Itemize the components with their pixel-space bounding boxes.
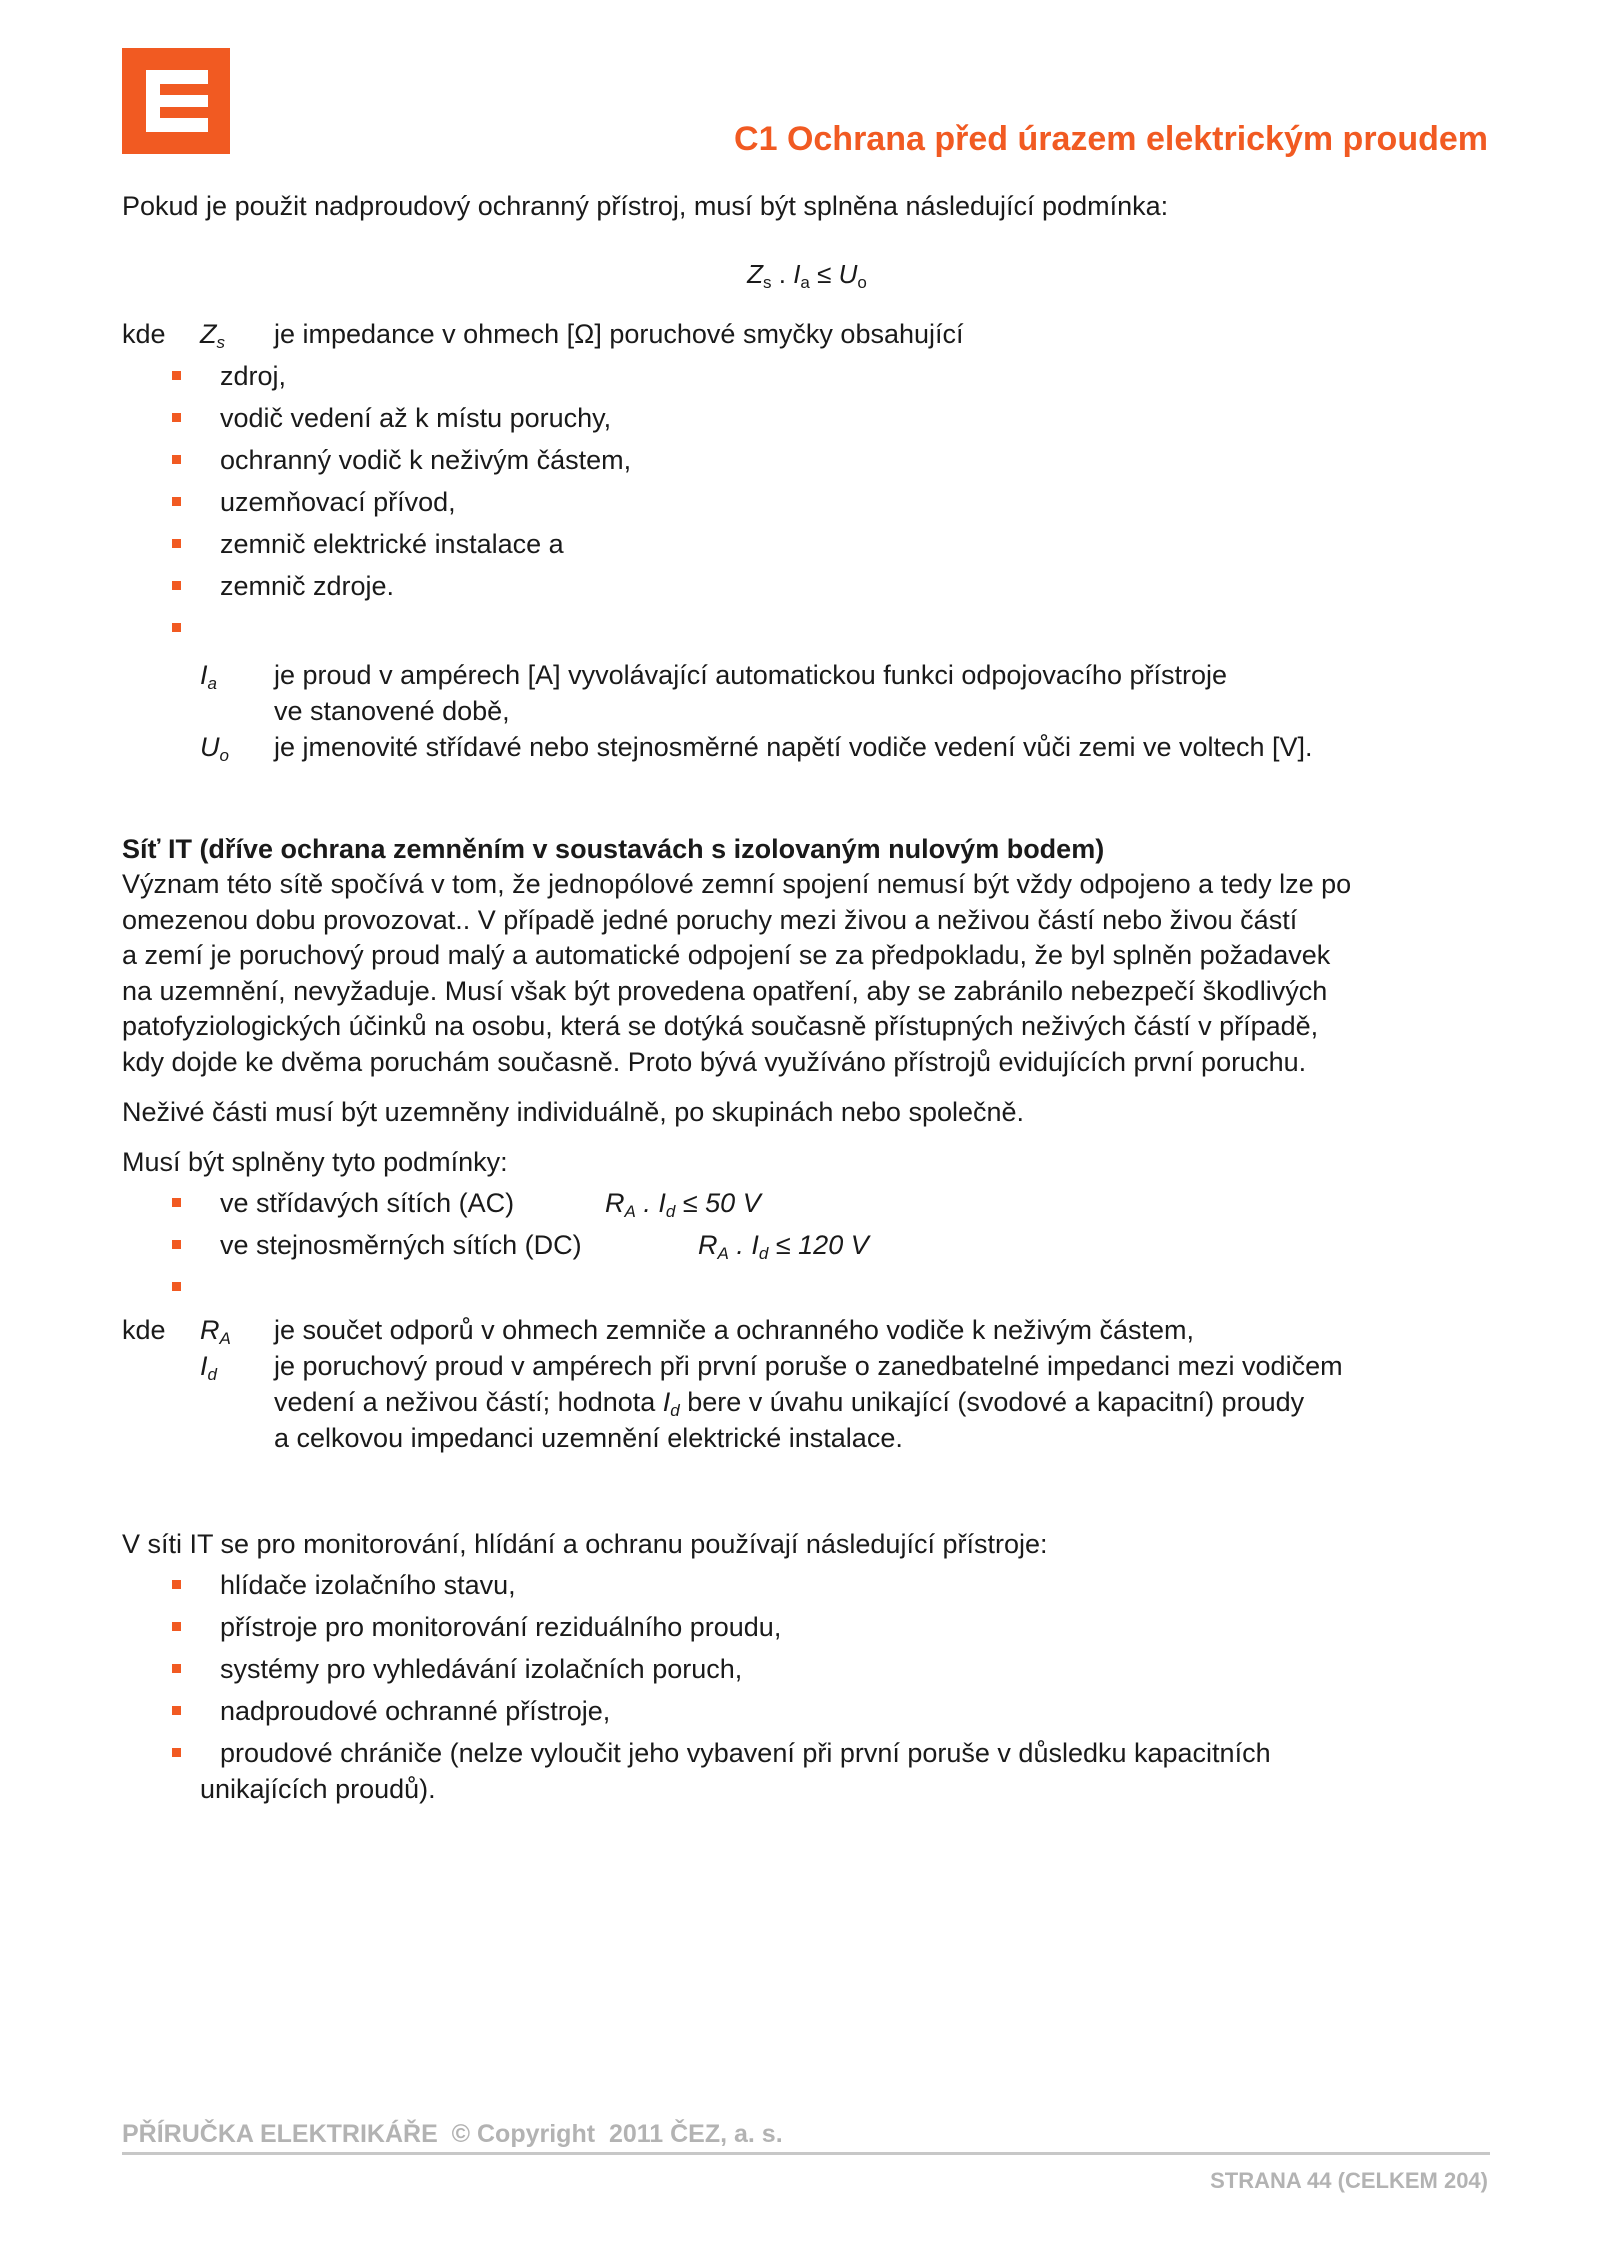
formula-i-subscript: a: [800, 273, 810, 292]
cond-ac-r-sub: A: [624, 1202, 636, 1221]
cond-dc-r: R: [698, 1230, 718, 1260]
id-definition-cont: [274, 1384, 1492, 1420]
list-item: ochranný vodič k neživým částem,: [122, 439, 1492, 481]
footer-copyright: PŘÍRUČKA ELEKTRIKÁŘE © Copyright 2011 ČEZ, a. s.: [122, 2120, 783, 2148]
paragraph-line: a zemí je poruchový proud malý a automatické odpojení se za předpokladu, že byl splněn požadavek: [122, 940, 1331, 970]
list-item: zemnič elektrické instalace a: [122, 523, 1492, 565]
ra-symbol: [200, 1312, 274, 1348]
paragraph-line: kdy dojde ke dvěma poruchám současně. Proto bývá využíváno přístrojů evidujících první poruchu.: [122, 1046, 1307, 1077]
cond-dc-rest: ≤ 120 V: [768, 1230, 869, 1260]
cond-ac-r: R: [605, 1188, 625, 1218]
paragraph-line: omezenou dobu provozovat.. V případě jedné poruchy mezi živou a neživou částí nebo živou částí: [122, 904, 1298, 935]
formula-u-symbol: U: [838, 259, 858, 289]
section-it-paragraph: [122, 867, 1492, 1080]
uo-sub: o: [219, 746, 229, 765]
list-item: [122, 1732, 1492, 1807]
empty-list-item: [122, 607, 1492, 649]
condition-ac-formula: [605, 1182, 761, 1224]
list-item: uzemňovací přívod,: [122, 481, 1492, 523]
empty-list-item: [122, 1266, 1492, 1308]
cond-ac-i: I: [658, 1188, 666, 1218]
document-body: [122, 188, 1492, 1807]
formula-z-symbol: Z: [747, 259, 764, 289]
id-letter: I: [200, 1351, 208, 1381]
id-definition: je poruchový proud v ampérech při první poruše o zanedbatelné impedanci mezi vodičem: [274, 1351, 1343, 1381]
footer-page-number: STRANA 44 (CELKEM 204): [1210, 2168, 1488, 2193]
id-sub: d: [207, 1365, 217, 1384]
id-inline-letter: I: [662, 1387, 671, 1417]
list-item-line: unikajících proudů).: [200, 1774, 436, 1804]
cez-logo: [122, 48, 230, 154]
formula-z-subscript: s: [763, 273, 772, 292]
list-item: nadproudové ochranné přístroje,: [122, 1690, 1492, 1732]
definition-zs: [122, 316, 1492, 352]
cez-logo-mark: [122, 48, 230, 154]
list-item: přístroje pro monitorování reziduálního proudu,: [122, 1606, 1492, 1648]
condition-ac: [122, 1182, 1492, 1224]
id-symbol: [200, 1348, 274, 1384]
list-item: hlídače izolačního stavu,: [122, 1564, 1492, 1606]
zs-definition: je impedance v ohmech [Ω] poruchové smyčky obsahující: [274, 319, 964, 349]
zs-sub: s: [216, 333, 225, 352]
list-item: vodič vedení až k místu poruchy,: [122, 397, 1492, 439]
list-item: zdroj,: [122, 355, 1492, 397]
uo-letter: U: [200, 732, 220, 762]
formula-le: ≤: [809, 259, 839, 289]
zs-symbol: [200, 316, 274, 352]
formula-i-symbol: I: [793, 259, 801, 289]
intro-paragraph: Pokud je použit nadproudový ochranný přístroj, musí být splněna následující podmínka:: [122, 191, 1169, 221]
condition-dc-label: ve stejnosměrných sítích (DC): [220, 1230, 582, 1260]
grounding-paragraph: Neživé části musí být uzemněny individuálně, po skupinách nebo společně.: [122, 1097, 1025, 1127]
zs-letter: Z: [200, 319, 217, 349]
ia-definition: je proud v ampérech [A] vyvolávající automatickou funkci odpojovacího přístroje: [274, 660, 1227, 690]
list-item-line: proudové chrániče (nelze vyloučit jeho vybavení při první poruše v důsledku kapacitních: [220, 1738, 1271, 1768]
list-item: systémy pro vyhledávání izolačních poruch,: [122, 1648, 1492, 1690]
paragraph-line: patofyziologických účinků na osobu, která se dotýká současně přístupných neživých částí v případě,: [122, 1011, 1319, 1041]
definition-ra-id: [122, 1312, 1492, 1456]
ra-letter: R: [200, 1315, 220, 1345]
footer-divider: [122, 2152, 1490, 2155]
conditions-list: [122, 1182, 1492, 1308]
cond-ac-dot: .: [635, 1188, 659, 1218]
ia-sub: a: [207, 674, 217, 693]
cond-ac-rest: ≤ 50 V: [675, 1188, 761, 1218]
kde-label: kde: [122, 1315, 166, 1345]
formula-u-subscript: o: [857, 273, 867, 292]
paragraph-line: Význam této sítě spočívá v tom, že jednopólové zemní spojení nemusí být vždy odpojeno a tedy lze po: [122, 869, 1352, 899]
conditions-intro: Musí být splněny tyto podmínky:: [122, 1147, 508, 1177]
id-inline-sub: d: [670, 1401, 680, 1420]
paragraph-line: na uzemnění, nevyžaduje. Musí však být provedena opatření, aby se zabránilo nebezpečí škodlivých: [122, 975, 1328, 1006]
section-it-heading: Síť IT (dříve ochrana zemněním v soustavách s izolovaným nulovým bodem): [122, 834, 1105, 864]
list-item: zemnič zdroje.: [122, 565, 1492, 607]
monitor-devices-list: [122, 1564, 1492, 1807]
id-definition-cont2: a celkovou impedanci uzemnění elektrické instalace.: [274, 1423, 903, 1453]
page-title: C1 Ochrana před úrazem elektrickým proudem: [734, 120, 1488, 158]
loop-components-list: [122, 355, 1492, 649]
ia-symbol: [200, 657, 274, 693]
id-cont-text-b: bere v úvahu unikající (svodové a kapacitní) proudy: [679, 1387, 1305, 1417]
condition-ac-label: ve střídavých sítích (AC): [220, 1188, 515, 1218]
ia-letter: I: [200, 660, 208, 690]
cond-dc-dot: .: [728, 1230, 752, 1260]
definition-ia-uo: [122, 657, 1492, 765]
uo-symbol: [200, 729, 274, 765]
kde-label: kde: [122, 319, 166, 349]
uo-definition: je jmenovité střídavé nebo stejnosměrné napětí vodiče vedení vůči zemi ve voltech [V].: [274, 732, 1313, 762]
condition-dc-formula: [698, 1224, 869, 1266]
ra-sub: A: [219, 1329, 231, 1348]
formula-dot: .: [771, 259, 794, 289]
condition-dc: [122, 1224, 1492, 1266]
cond-dc-r-sub: A: [717, 1244, 729, 1263]
formula-zs-ia-uo: [122, 256, 1492, 292]
cond-ac-i-sub: d: [665, 1202, 676, 1221]
cond-dc-i: I: [751, 1230, 759, 1260]
ra-definition: je součet odporů v ohmech zemniče a ochranného vodiče k neživým částem,: [274, 1315, 1194, 1345]
id-cont-text-a: vedení a neživou částí; hodnota: [274, 1387, 663, 1417]
ia-definition-cont: ve stanovené době,: [274, 696, 510, 726]
cond-dc-i-sub: d: [758, 1244, 769, 1263]
monitor-intro: V síti IT se pro monitorování, hlídání a ochranu používají následující přístroje:: [122, 1529, 1048, 1559]
